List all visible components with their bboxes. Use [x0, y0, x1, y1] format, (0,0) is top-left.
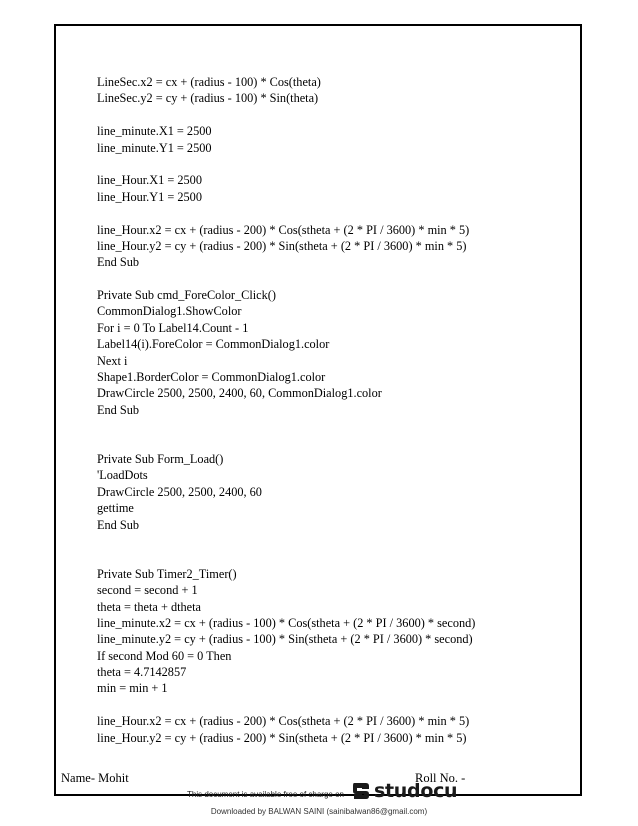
download-credit: Downloaded by BALWAN SAINI (sainibalwan86@gmail.com)	[210, 807, 428, 816]
code-line: Private Sub cmd_ForeColor_Click()	[97, 288, 276, 303]
code-line	[97, 533, 567, 549]
code-line: End Sub	[97, 517, 140, 532]
code-line: LineSec.x2 = cx + (radius - 100) * Cos(theta)	[97, 75, 321, 89]
code-line: line_Hour.y2 = cy + (radius - 200) * Sin(stheta + (2 * PI / 3600) * min * 5)	[97, 238, 467, 253]
code-line: line_Hour.x2 = cx + (radius - 200) * Cos(stheta + (2 * PI / 3600) * min * 5)	[97, 222, 470, 237]
footer-roll-number: Roll No. -	[415, 771, 466, 785]
code-line: line_Hour.X1 = 2500	[97, 173, 202, 188]
code-line: CommonDialog1.ShowColor	[97, 304, 242, 319]
code-line: End Sub	[97, 402, 140, 417]
code-line: Private Sub Timer2_Timer()	[97, 566, 237, 581]
code-line: Label14(i).ForeColor = CommonDialog1.color	[97, 337, 330, 352]
code-line: End Sub	[97, 255, 140, 270]
availability-notice: This document is available free of charge on	[187, 790, 344, 799]
studocu-logo[interactable]	[350, 780, 457, 802]
code-line: DrawCircle 2500, 2500, 2400, 60, CommonDialog1.color	[97, 386, 382, 401]
studocu-brand-text: studocu	[374, 780, 458, 802]
code-line	[97, 549, 567, 565]
code-line: line_minute.y2 = cy + (radius - 100) * Sin(stheta + (2 * PI / 3600) * second)	[97, 632, 473, 647]
code-line: For i = 0 To Label14.Count - 1	[97, 320, 249, 335]
code-line: line_Hour.Y1 = 2500	[97, 189, 202, 204]
code-line	[97, 697, 567, 713]
code-listing	[97, 74, 567, 746]
code-line	[97, 418, 567, 434]
code-line: line_Hour.x2 = cx + (radius - 200) * Cos(stheta + (2 * PI / 3600) * min * 5)	[97, 714, 470, 729]
code-line: Private Sub Form_Load()	[97, 451, 224, 466]
code-line: gettime	[97, 501, 134, 516]
code-line: Next i	[97, 353, 128, 368]
code-line: min = min + 1	[97, 681, 168, 696]
studocu-logo-icon	[350, 780, 372, 802]
code-line: line_minute.x2 = cx + (radius - 100) * Cos(stheta + (2 * PI / 3600) * second)	[97, 615, 476, 630]
footer-name: Name- Mohit	[61, 771, 129, 785]
code-line	[97, 156, 567, 172]
code-line: line_Hour.y2 = cy + (radius - 200) * Sin(stheta + (2 * PI / 3600) * min * 5)	[97, 730, 467, 745]
code-line: line_minute.Y1 = 2500	[97, 140, 212, 155]
code-line: theta = theta + dtheta	[97, 599, 202, 614]
code-line: theta = 4.7142857	[97, 665, 187, 680]
code-line: line_minute.X1 = 2500	[97, 124, 212, 139]
code-line: 'LoadDots	[97, 468, 148, 483]
code-line: LineSec.y2 = cy + (radius - 100) * Sin(theta)	[97, 91, 319, 106]
code-line: DrawCircle 2500, 2500, 2400, 60	[97, 484, 262, 499]
code-line	[97, 107, 567, 123]
code-line: If second Mod 60 = 0 Then	[97, 648, 232, 663]
code-line	[97, 205, 567, 221]
code-line	[97, 435, 567, 451]
code-line	[97, 271, 567, 287]
code-line: second = second + 1	[97, 583, 198, 598]
code-line: Shape1.BorderColor = CommonDialog1.color	[97, 370, 326, 385]
